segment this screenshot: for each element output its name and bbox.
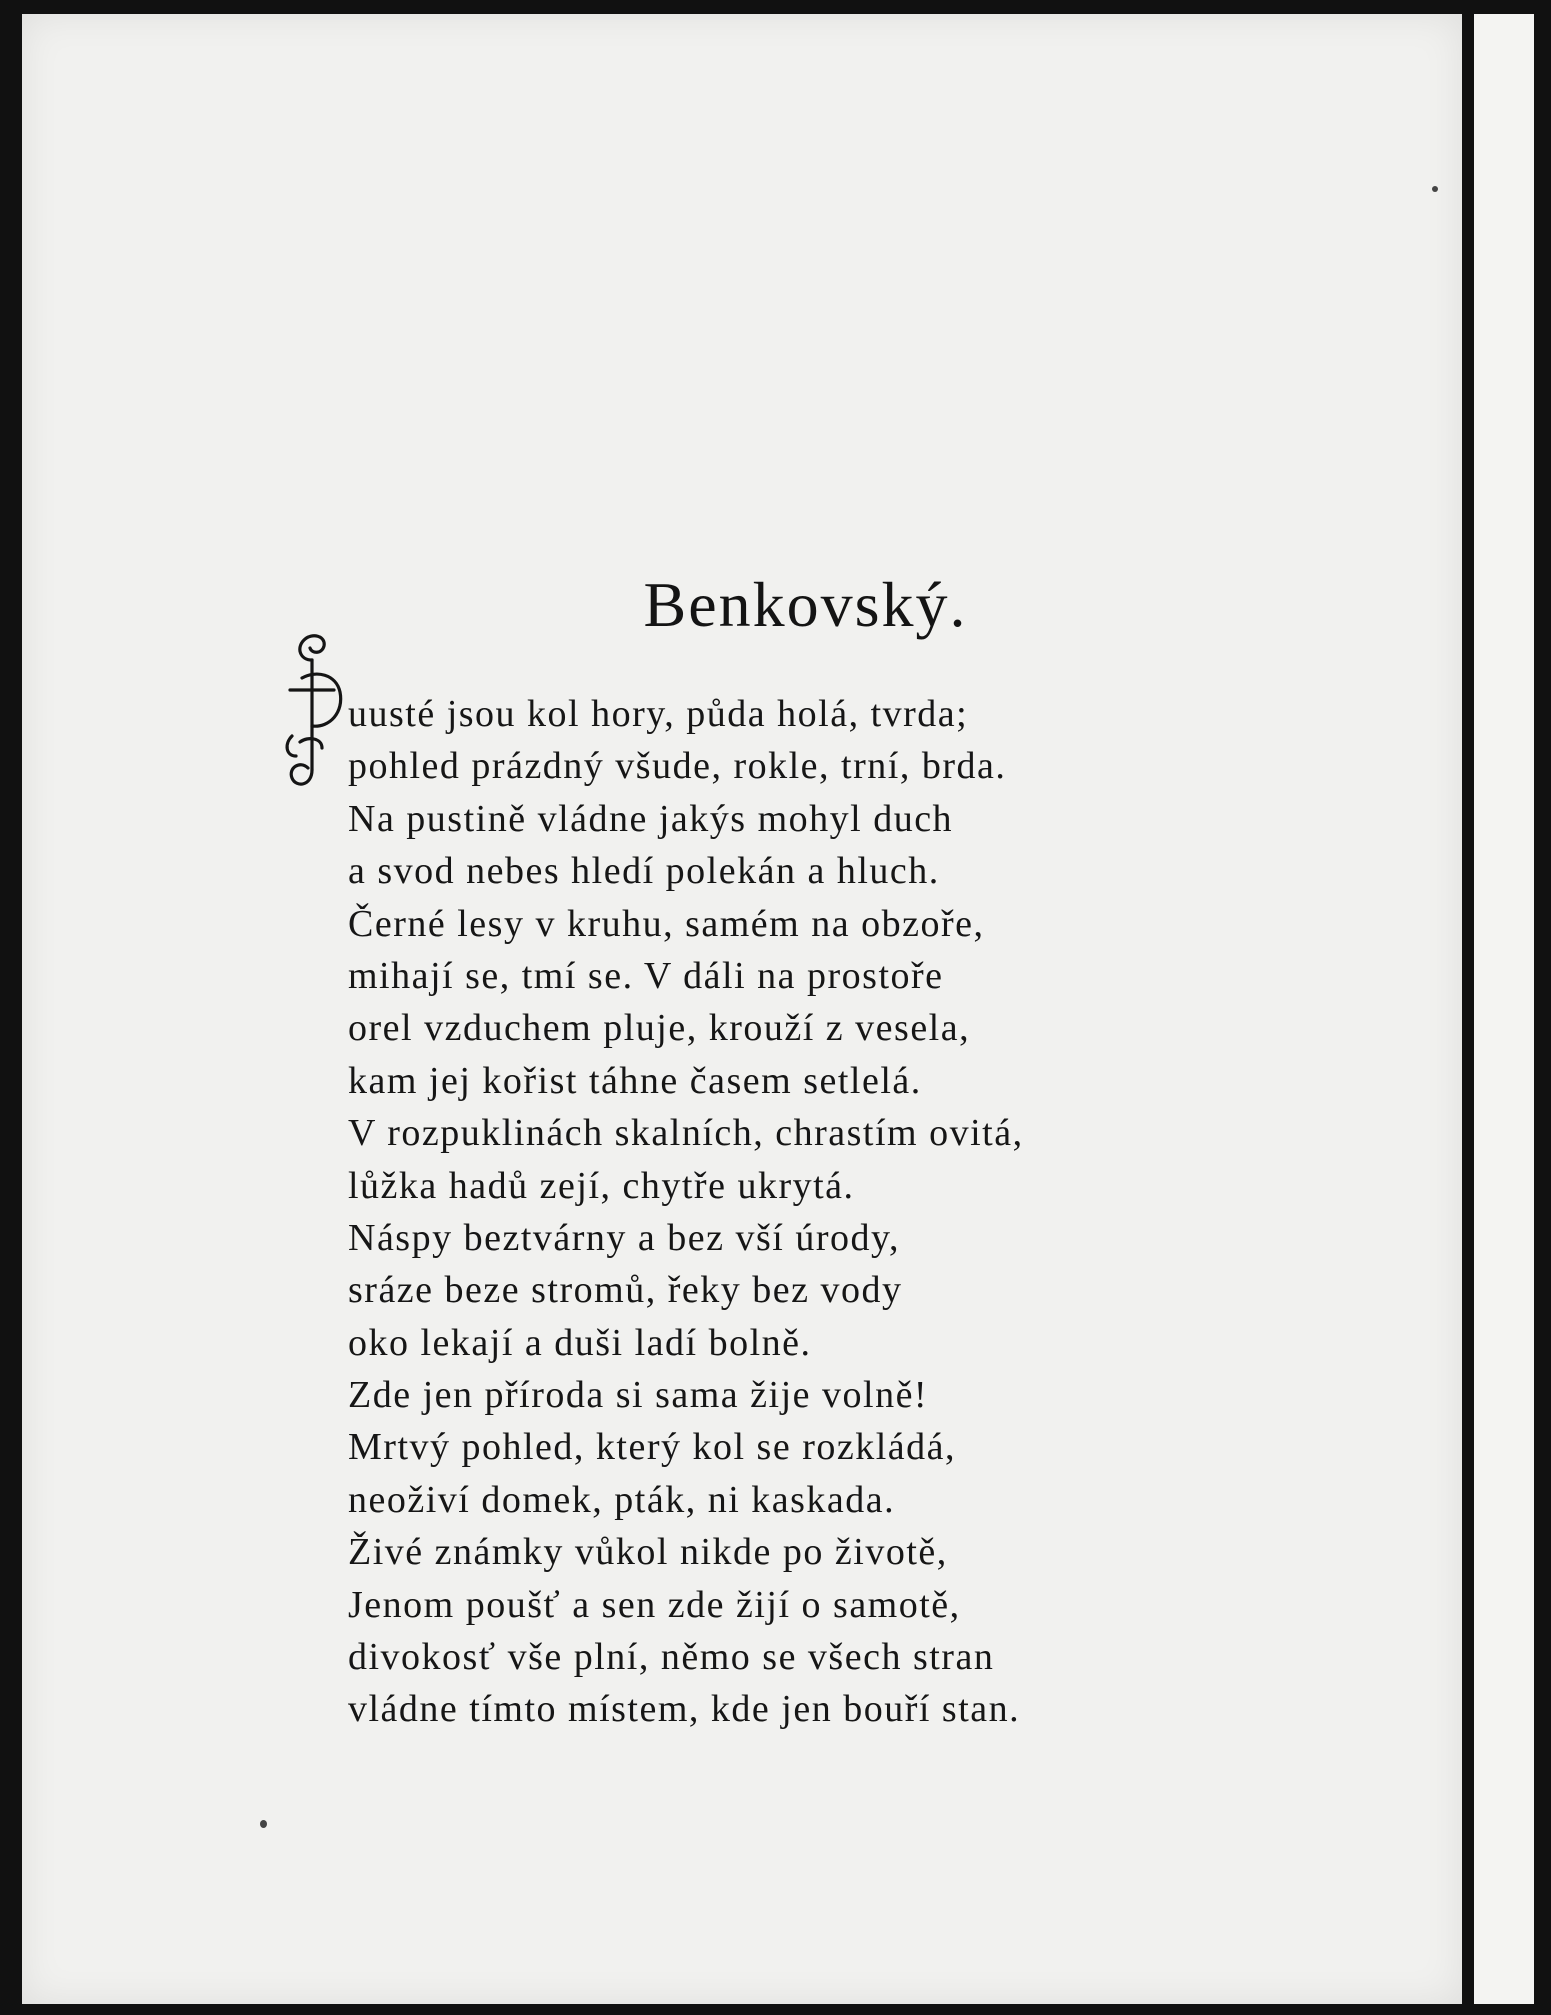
decorative-initial-icon <box>282 620 348 798</box>
poem-line: neoživí domek, pták, ni kaskada. <box>348 1478 896 1521</box>
poem-line: kam jej kořist táhne časem setlelá. <box>348 1059 922 1102</box>
poem-line: oko lekají a duši ladí bolně. <box>348 1321 812 1364</box>
poem-line: sráze beze stromů, řeky bez vody <box>348 1269 903 1312</box>
poem-line: Náspy beztvárny a bez vší úrody, <box>348 1216 901 1259</box>
poem-line: orel vzduchem pluje, krouží z vesela, <box>348 1007 971 1050</box>
poem-line: Černé lesy v kruhu, samém na obzoře, <box>348 902 985 945</box>
poem-line: Jenom poušť a sen zde žijí o samotě, <box>348 1583 961 1626</box>
poem-line: Živé známky vůkol nikde po životě, <box>348 1531 948 1574</box>
poem-line: Mrtvý pohled, který kol se rozkládá, <box>348 1426 957 1469</box>
poem-line: mihají se, tmí se. V dáli na prostoře <box>348 954 944 997</box>
poem-line: Zde jen příroda si sama žije volně! <box>348 1374 929 1417</box>
poem-line: divokosť vše plní, němo se všech stran <box>348 1636 995 1679</box>
scan-speck <box>1432 186 1438 192</box>
scan-speck <box>260 1820 267 1828</box>
poem-line: uusté jsou kol hory, půda holá, tvrda; <box>348 693 969 735</box>
poem-title: Benkovský. <box>643 569 968 640</box>
poem-line: lůžka hadů zejí, chytře ukrytá. <box>348 1164 855 1207</box>
poem-line: Na pustině vládne jakýs mohyl duch <box>348 797 954 840</box>
poem-body <box>348 688 1024 1736</box>
poem-line: vládne tímto místem, kde jen bouří stan. <box>348 1688 1021 1731</box>
poem-line: pohled prázdný všude, rokle, trní, brda. <box>348 745 1007 788</box>
poem-line: a svod nebes hledí polekán a hluch. <box>348 850 940 893</box>
facing-page-edge <box>1474 14 1534 2004</box>
poem-line: V rozpuklinách skalních, chrastím ovitá, <box>348 1112 1024 1155</box>
